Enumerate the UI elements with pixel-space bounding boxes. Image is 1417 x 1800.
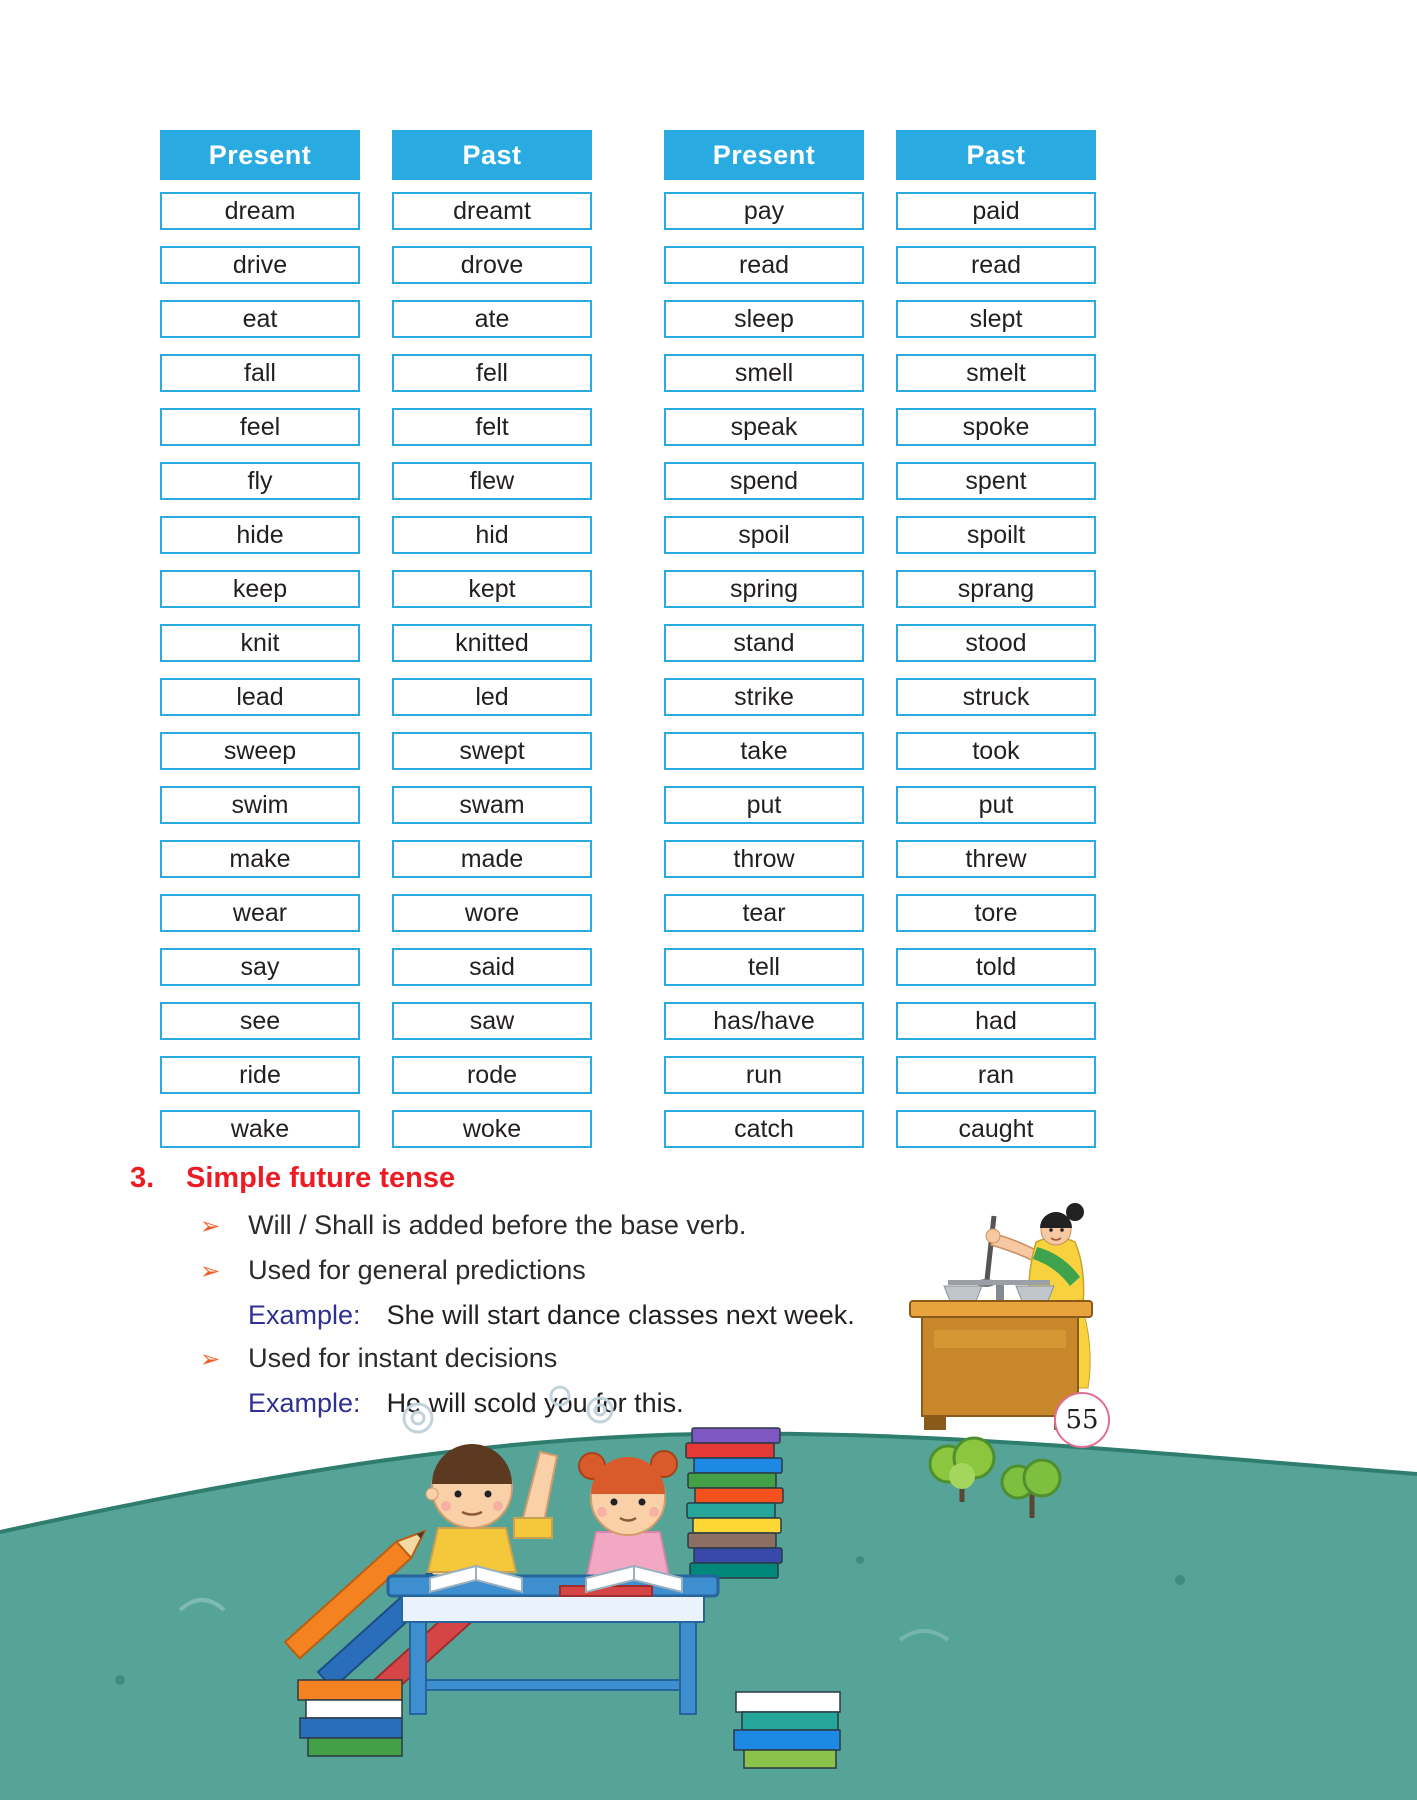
- verb-cell: had: [896, 1002, 1096, 1040]
- verb-cell: catch: [664, 1110, 864, 1148]
- verb-cell: run: [664, 1056, 864, 1094]
- verb-cell-list: [664, 192, 864, 1148]
- verb-cell: fall: [160, 354, 360, 392]
- verb-cell: woke: [392, 1110, 592, 1148]
- children-studying-illustration: [0, 1380, 1417, 1800]
- verb-cell-list: [392, 192, 592, 1148]
- verb-cell: see: [160, 1002, 360, 1040]
- verb-cell: drive: [160, 246, 360, 284]
- verb-cell: kept: [392, 570, 592, 608]
- verb-cell: keep: [160, 570, 360, 608]
- bullet-arrow-icon: ➢: [200, 1258, 221, 1285]
- verb-cell: feel: [160, 408, 360, 446]
- verb-cell: stood: [896, 624, 1096, 662]
- section-title: Simple future tense: [186, 1162, 456, 1194]
- verb-cell: knit: [160, 624, 360, 662]
- verb-cell: ate: [392, 300, 592, 338]
- verb-cell: rode: [392, 1056, 592, 1094]
- verb-cell: sleep: [664, 300, 864, 338]
- verb-cell: say: [160, 948, 360, 986]
- book-stack-left: [298, 1680, 402, 1756]
- page-number-badge: [1054, 1392, 1110, 1448]
- verb-cell: spoke: [896, 408, 1096, 446]
- bullet-item: [130, 1207, 970, 1245]
- verb-cell: take: [664, 732, 864, 770]
- desk-foot-left: [924, 1416, 946, 1430]
- page-number: 55: [1065, 1405, 1099, 1435]
- verb-cell: spend: [664, 462, 864, 500]
- verb-cell: swim: [160, 786, 360, 824]
- bullet-item: [130, 1252, 970, 1290]
- verb-cell: ran: [896, 1056, 1096, 1094]
- verb-cell: slept: [896, 300, 1096, 338]
- example-label: Example:: [248, 1388, 361, 1418]
- verb-cell: dreamt: [392, 192, 592, 230]
- verb-cell: knitted: [392, 624, 592, 662]
- bullet-item: [130, 1340, 970, 1378]
- scale-beam: [948, 1280, 1050, 1285]
- verb-cell: stand: [664, 624, 864, 662]
- verb-cell: read: [664, 246, 864, 284]
- section-heading: [130, 1162, 970, 1195]
- verb-cell: put: [896, 786, 1096, 824]
- verb-cell: sprang: [896, 570, 1096, 608]
- verb-cell: saw: [392, 1002, 592, 1040]
- verb-cell: flew: [392, 462, 592, 500]
- example-label: Example:: [248, 1300, 361, 1330]
- verb-cell: read: [896, 246, 1096, 284]
- hair-bun: [1066, 1203, 1084, 1221]
- example-text: He will scold you for this.: [386, 1388, 684, 1418]
- verb-cell: felt: [392, 408, 592, 446]
- verb-cell-list: [160, 192, 360, 1148]
- verb-cell: spoil: [664, 516, 864, 554]
- verb-cell: smelt: [896, 354, 1096, 392]
- verb-cell: told: [896, 948, 1096, 986]
- column-header: Past: [896, 130, 1096, 180]
- verb-cell: has/have: [664, 1002, 864, 1040]
- scale-pan-left: [944, 1286, 982, 1301]
- ladle-icon: [987, 1216, 994, 1280]
- verb-cell: swam: [392, 786, 592, 824]
- verb-cell: pay: [664, 192, 864, 230]
- verb-cell: put: [664, 786, 864, 824]
- verb-column-3: [664, 130, 864, 1148]
- verb-cell-list: [896, 192, 1096, 1148]
- verb-cell: struck: [896, 678, 1096, 716]
- verb-column-2: [392, 130, 592, 1148]
- verb-cell: took: [896, 732, 1096, 770]
- verb-cell: threw: [896, 840, 1096, 878]
- verb-column-1: [160, 130, 360, 1148]
- desk-crossbar: [426, 1680, 680, 1690]
- verb-column-4: [896, 130, 1096, 1148]
- verb-cell: throw: [664, 840, 864, 878]
- example-text: She will start dance classes next week.: [386, 1300, 855, 1330]
- bullet-text: Used for instant decisions: [248, 1343, 558, 1373]
- desk-leg-left: [410, 1622, 426, 1714]
- verb-cell: tore: [896, 894, 1096, 932]
- verb-cell: sweep: [160, 732, 360, 770]
- verb-cell: paid: [896, 192, 1096, 230]
- verb-cell: said: [392, 948, 592, 986]
- book-stack-tall: [686, 1428, 783, 1578]
- verb-cell: smell: [664, 354, 864, 392]
- irregular-verbs-tables: [0, 130, 1417, 1160]
- verb-cell: tear: [664, 894, 864, 932]
- verb-cell: hid: [392, 516, 592, 554]
- bullet-arrow-icon: ➢: [200, 1213, 221, 1240]
- column-header: Present: [160, 130, 360, 180]
- verb-cell: spoilt: [896, 516, 1096, 554]
- scale-pan-right: [1016, 1286, 1054, 1301]
- verb-cell: eat: [160, 300, 360, 338]
- verb-cell: fly: [160, 462, 360, 500]
- desk-top: [910, 1301, 1092, 1317]
- verb-cell: ride: [160, 1056, 360, 1094]
- verb-cell: dream: [160, 192, 360, 230]
- verb-cell: wake: [160, 1110, 360, 1148]
- teacher-hand: [986, 1229, 1000, 1243]
- verb-cell: swept: [392, 732, 592, 770]
- verb-cell: spent: [896, 462, 1096, 500]
- desk-panel: [934, 1330, 1066, 1348]
- girl-student: [579, 1451, 677, 1576]
- bullet-text: Used for general predictions: [248, 1255, 586, 1285]
- boy-shirt: [428, 1528, 516, 1572]
- verb-cell: make: [160, 840, 360, 878]
- verb-cell: strike: [664, 678, 864, 716]
- verb-cell: led: [392, 678, 592, 716]
- verb-cell: caught: [896, 1110, 1096, 1148]
- verb-cell: made: [392, 840, 592, 878]
- verb-cell: hide: [160, 516, 360, 554]
- doodle-swirls: [404, 1387, 612, 1432]
- bullet-text: Will / Shall is added before the base verb.: [248, 1210, 747, 1240]
- column-header: Present: [664, 130, 864, 180]
- verb-cell: tell: [664, 948, 864, 986]
- book-stack-right: [734, 1692, 840, 1768]
- section-number: 3.: [130, 1162, 155, 1194]
- column-header: Past: [392, 130, 592, 180]
- desk-apron: [402, 1596, 704, 1622]
- bullet-arrow-icon: ➢: [200, 1346, 221, 1373]
- verb-cell: wore: [392, 894, 592, 932]
- desk-leg-right: [680, 1622, 696, 1714]
- verb-cell: speak: [664, 408, 864, 446]
- verb-cell: wear: [160, 894, 360, 932]
- verb-cell: lead: [160, 678, 360, 716]
- verb-cell: drove: [392, 246, 592, 284]
- verb-cell: spring: [664, 570, 864, 608]
- verb-cell: fell: [392, 354, 592, 392]
